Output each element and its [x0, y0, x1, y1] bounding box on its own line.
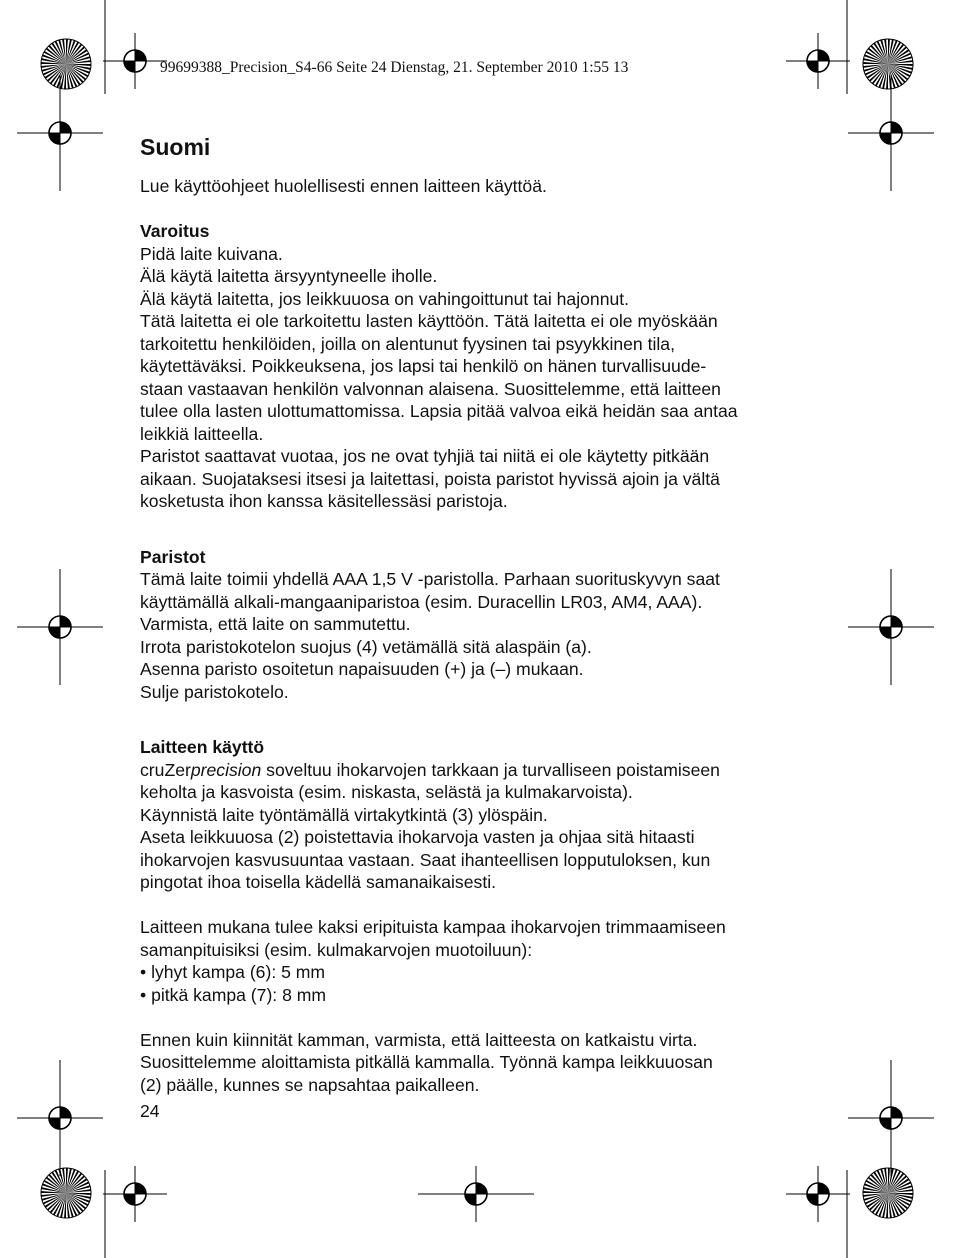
page-content — [140, 133, 820, 1096]
warning-line: Älä käytä laitetta ärsyyntyneelle iholle. — [140, 266, 438, 286]
combs-line: Laitteen mukana tulee kaksi eripituista kampaa ihokarvojen trimmaamiseen — [140, 917, 726, 937]
warning-section — [140, 220, 820, 513]
usage-first-line-rest: soveltuu ihokarvojen tarkkaan ja turvalliseen poistamiseen — [261, 759, 720, 780]
combs-line: samanpituisiksi (esim. kulmakarvojen muotoiluun): — [140, 939, 533, 960]
warning-line: tarkoitettu henkilöiden, joilla on alentunut fyysinen tai psyykkinen tila, — [140, 333, 675, 354]
warning-line: käytettäväksi. Poikkeuksena, jos lapsi tai henkilö on hänen turvallisuude- — [140, 356, 707, 376]
page-title: Suomi — [140, 134, 211, 160]
attach-line: Ennen kuin kiinnität kamman, varmista, että laitteesta on katkaistu virta. — [140, 1029, 698, 1050]
warning-line: Paristot saattavat vuotaa, jos ne ovat tyhjiä tai niitä ei ole käytetty pitkään — [140, 446, 710, 466]
batteries-line: Varmista, että laite on sammutettu. — [140, 614, 411, 634]
batteries-line: Sulje paristokotelo. — [140, 681, 289, 702]
usage-first-line — [140, 759, 820, 782]
comb-list-item: • pitkä kampa (7): 8 mm — [140, 984, 820, 1007]
batteries-line: Asenna paristo osoitetun napaisuuden (+) ja (–) mukaan. — [140, 659, 584, 679]
intro-text: Lue käyttöohjeet huolellisesti ennen laitteen käyttöä. — [140, 176, 547, 196]
warning-line: tulee olla lasten ulottumattomissa. Lapsia pitää valvoa eikä heidän saa antaa — [140, 401, 738, 421]
attach-line: (2) päälle, kunnes se napsahtaa paikalleen. — [140, 1074, 480, 1095]
warning-line: aikaan. Suojataksesi itsesi ja laitettasi, poista paristot hyvissä ajoin ja vältä — [140, 468, 720, 489]
batteries-heading: Paristot — [140, 546, 206, 567]
usage-line: Käynnistä laite työntämällä virtakytkintä (3) ylöspäin. — [140, 804, 548, 825]
page-number: 24 — [140, 1101, 160, 1121]
comb-list-item: • lyhyt kampa (6): 5 mm — [140, 961, 820, 984]
usage-heading: Laitteen käyttö — [140, 737, 265, 757]
batteries-line: käyttämällä alkali-mangaaniparistoa (esim. Duracellin LR03, AM4, AAA). — [140, 591, 703, 612]
warning-line: staan vastaavan henkilön valvonnan alaisena. Suosittelemme, että laitteen — [140, 378, 721, 399]
usage-line: ihokarvojen kasvusuuntaa vastaan. Saat ihanteellisen lopputuloksen, kun — [140, 849, 711, 870]
batteries-line: Tämä laite toimii yhdellä AAA 1,5 V -paristolla. Parhaan suorituskyvyn saat — [140, 569, 720, 589]
brand-name: cruZer — [140, 759, 191, 780]
usage-line: Aseta leikkuuosa (2) poistettavia ihokarvoja vasten ja ohjaa sitä hitaasti — [140, 827, 695, 847]
batteries-line: Irrota paristokotelon suojus (4) vetämällä sitä alaspäin (a). — [140, 636, 592, 657]
print-job-info: 99699388_Precision_S4-66 Seite 24 Dienstag, 21. September 2010 1:55 13 — [160, 59, 629, 76]
warning-line: kosketusta ihon kanssa käsitellessäsi paristoja. — [140, 491, 508, 511]
attach-line: Suosittelemme aloittamista pitkällä kammalla. Työnnä kampa leikkuuosan — [140, 1052, 713, 1072]
warning-line: leikkiä laitteella. — [140, 423, 264, 444]
warning-line: Älä käytä laitetta, jos leikkuuosa on vahingoittunut tai hajonnut. — [140, 288, 630, 309]
usage-section — [140, 736, 820, 1096]
brand-name-italic: precision — [190, 759, 262, 780]
warning-heading: Varoitus — [140, 221, 210, 241]
usage-line: pingotat ihoa toisella kädellä samanaikaisesti. — [140, 872, 496, 892]
warning-line: Tätä laitetta ei ole tarkoitettu lasten käyttöön. Tätä laitetta ei ole myöskään — [140, 311, 718, 331]
batteries-section — [140, 546, 820, 704]
usage-line: keholta ja kasvoista (esim. niskasta, selästä ja kulmakarvoista). — [140, 782, 633, 802]
warning-line: Pidä laite kuivana. — [140, 243, 283, 264]
